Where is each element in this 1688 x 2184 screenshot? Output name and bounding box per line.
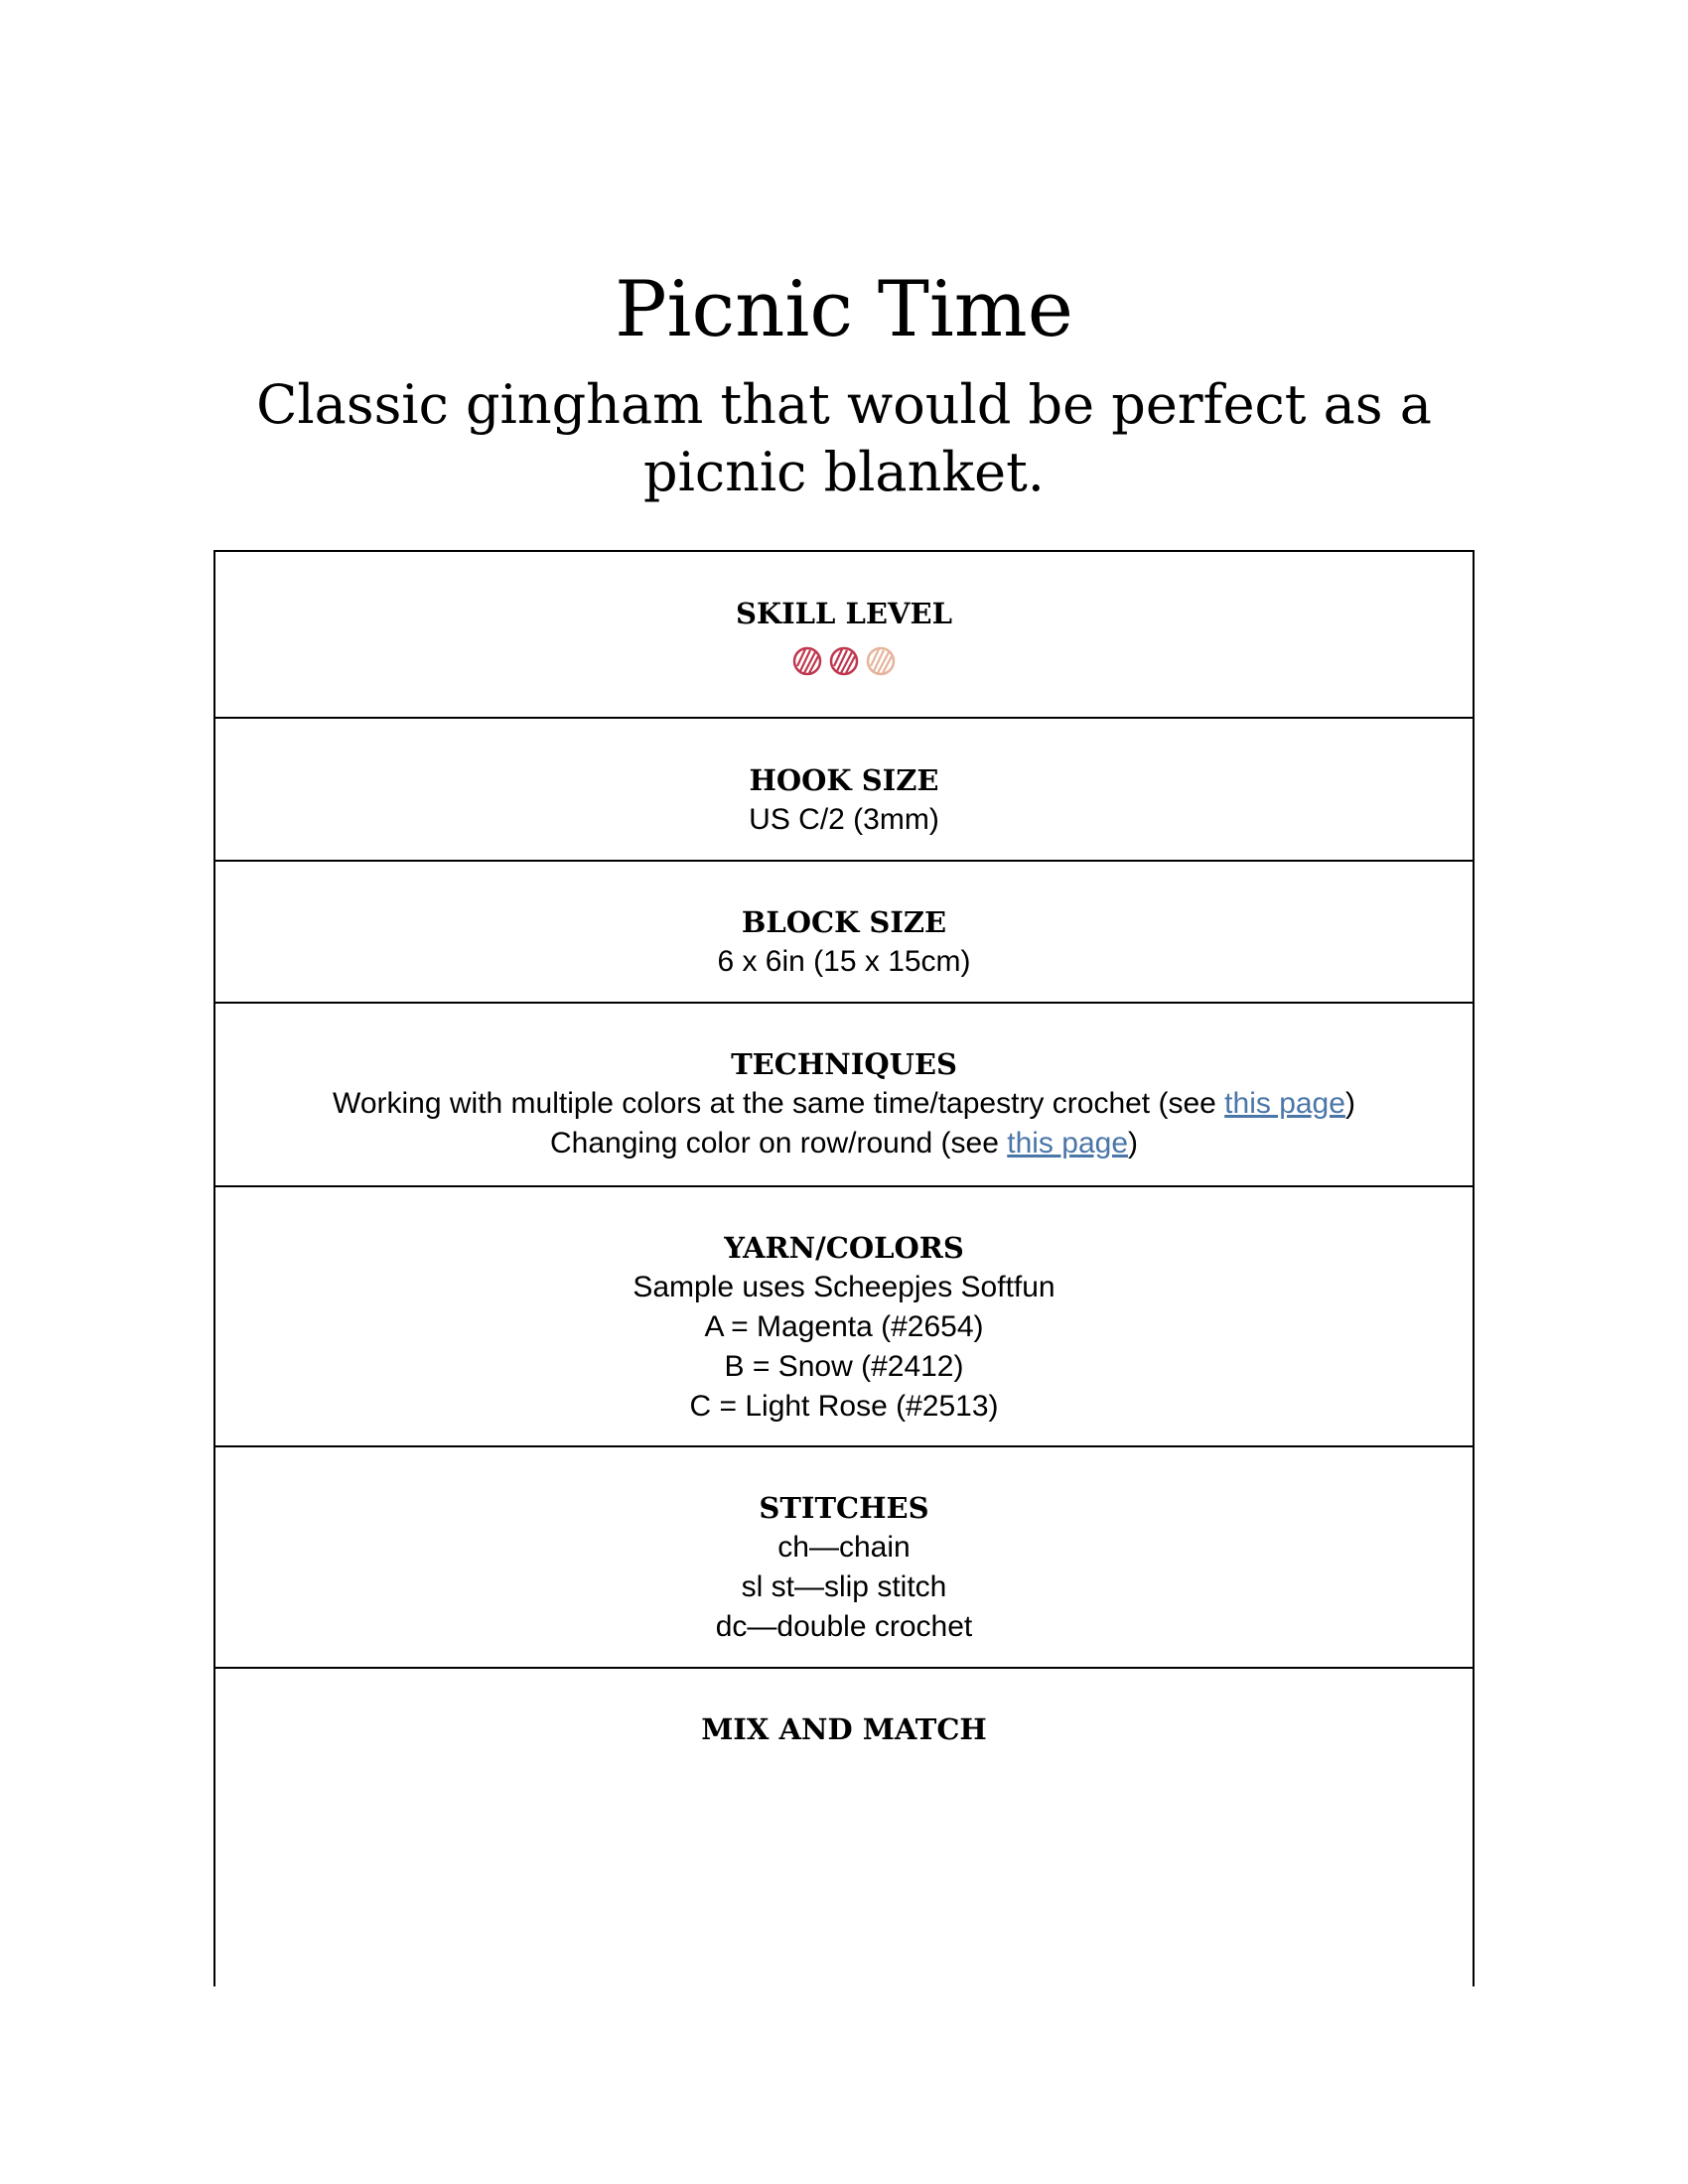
block-size-section [215,862,1473,1004]
technique-item [215,1124,1473,1163]
mix-and-match-section [215,1669,1473,1986]
yarn-ball-icon [828,645,860,677]
hook-size-heading: HOOK SIZE [749,763,939,797]
page-subtitle: Classic gingham that would be perfect as a picnic blanket. [256,373,1432,503]
skill-level-heading: SKILL LEVEL [735,597,953,630]
technique-item [215,1084,1473,1124]
stitches-heading: STITCHES [759,1491,929,1525]
block-size-value: 6 x 6in (15 x 15cm) [717,945,971,978]
yarn-ball-icon [791,645,823,677]
stitches-section [215,1447,1473,1669]
yarn-colors-section [215,1187,1473,1447]
this-page-link[interactable]: this page [1007,1127,1129,1160]
technique-text: Changing color on row/round (see [549,1127,1008,1160]
technique-text-end: ) [1344,1087,1355,1120]
this-page-link[interactable]: this page [1224,1087,1345,1120]
yarn-ball-icon [865,645,897,677]
block-size-heading: BLOCK SIZE [741,905,947,939]
yarn-line: Sample uses Scheepjes Softfun [633,1271,1055,1303]
technique-text: Working with multiple colors at the same time/tapestry crochet (see [333,1087,1225,1120]
technique-text-end: ) [1128,1127,1139,1160]
page-title: Picnic Time [615,265,1073,354]
mix-and-match-heading: MIX AND MATCH [701,1712,987,1746]
skill-level-section [215,552,1473,719]
techniques-section [215,1004,1473,1187]
yarn-color-a: A = Magenta (#2654) [704,1310,984,1343]
hook-size-value: US C/2 (3mm) [749,803,939,836]
yarn-color-c: C = Light Rose (#2513) [689,1390,999,1423]
yarn-colors-heading: YARN/COLORS [724,1231,964,1265]
stitch-item: sl st—slip stitch [741,1570,947,1603]
stitch-item: ch—chain [777,1531,911,1564]
hook-size-section [215,719,1473,862]
yarn-color-b: B = Snow (#2412) [724,1350,964,1383]
pattern-info-table [213,550,1475,1986]
techniques-heading: TECHNIQUES [731,1047,957,1081]
stitch-item: dc—double crochet [715,1610,973,1643]
skill-level-rating [215,645,1473,677]
